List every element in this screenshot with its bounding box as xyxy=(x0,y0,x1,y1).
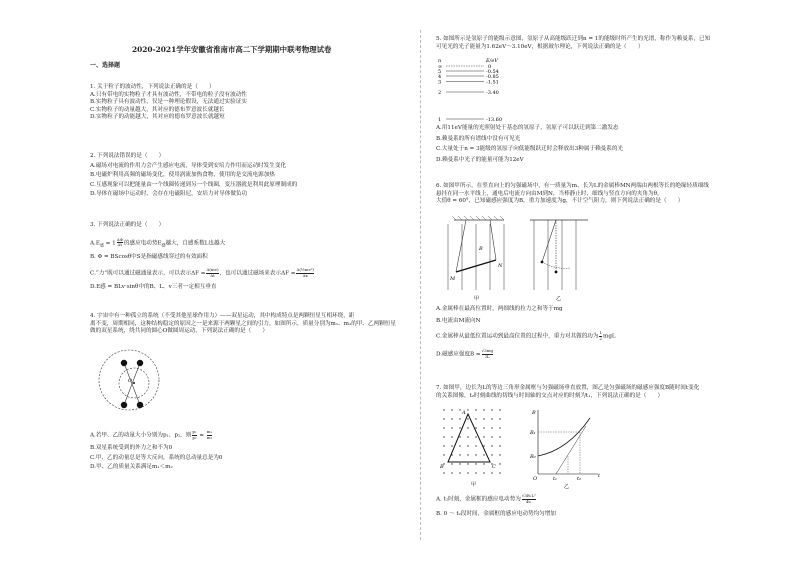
option-b: B.赖曼系的所有谱线中没有可见光 xyxy=(436,135,521,142)
page-title: 2020-2021学年安徽省淮南市高二下学期期中联考物理试卷 xyxy=(132,45,332,54)
question-stem-line: 的关系图像，t₂时刻曲线的切线与时间轴的交点对应的时刻为t₁，下列说法正确的是（ ） xyxy=(436,392,664,399)
star-icon xyxy=(121,402,127,408)
option-c: C.实物粒子的动量越大，其对应的德布罗意波长就越长 xyxy=(90,106,225,113)
option-b: B. 0 ～ t₂段时间，金属框的感应电动势均匀增加 xyxy=(436,511,556,518)
question-stem: 2. 下列说法错误的是（ ） xyxy=(90,153,165,159)
svg-text:-0.85: -0.85 xyxy=(486,74,499,80)
rod-end xyxy=(541,261,544,264)
question-stem-line: 5. 如图所示是氢原子的能级示意图，氢原子从高能级跃迁到n = 1的能级时所产生的光谱，称作为赖曼系，已知 xyxy=(436,36,711,42)
svg-text:0: 0 xyxy=(488,64,492,70)
question-stem-line: 6. 如图甲所示，在竖直向上的匀强磁场中，有一质量为m、长为L的金属棒MN两端由两根等长的绝缘轻质细线 xyxy=(436,183,709,189)
question-stem: 1. 关于粒子的波动性，下列说法正确的是（ ） xyxy=(90,84,215,90)
tangent-line xyxy=(556,426,586,474)
pendulum-rod-figure xyxy=(438,210,598,302)
axis-label-b: B xyxy=(532,410,536,416)
question-7-options xyxy=(436,494,556,519)
question-5-options xyxy=(436,125,623,164)
rod-end xyxy=(555,271,558,274)
option-a: A.用11eV能量的光照射处于基态的氢原子，氢原子可以跃迁到第二激发态 xyxy=(436,125,619,131)
level-3 xyxy=(438,80,499,86)
question-1 xyxy=(90,84,247,122)
column-divider xyxy=(420,30,421,540)
level-inf xyxy=(438,64,491,70)
option-b: B.双星系统受到的外力之和不为0 xyxy=(90,445,173,452)
option-a: $A.E_感 = 1$ $\frac{\Delta\Phi}{\Delta t}$ 的感应电动势$E_感$越大，自感系数L也越大 xyxy=(90,236,226,248)
caption-jia: 甲 xyxy=(474,296,480,302)
question-stem: 3. 下列说法正确的是（ ） xyxy=(90,222,165,228)
origin-label: O xyxy=(533,476,538,482)
option-c: C.甲、乙的动量总是等大反向，系统的总动量总是为0 xyxy=(90,454,223,461)
label-m: M xyxy=(450,276,456,282)
option-a: A.磁场对电流的作用力会产生感应电流，导体受到安培力作用而运动时发生变化 xyxy=(90,162,287,169)
option-d: D.赖曼系中光子的能量可能为12eV xyxy=(436,156,524,163)
question-6-options xyxy=(436,306,616,359)
e-header: E/eV xyxy=(486,58,498,64)
option-b: B.电流由M流向N xyxy=(436,317,481,324)
n-header: n xyxy=(438,58,442,64)
star-icon xyxy=(137,360,143,366)
option-b: B. Φ = BScosθ中S是指磁感线穿过的有效面积 xyxy=(90,253,208,260)
option-a: A.只有带电的实物粒子才具有波动性，不带电的粒子没有波动性 xyxy=(90,91,247,98)
svg-text:1: 1 xyxy=(438,117,442,123)
svg-text:4: 4 xyxy=(438,74,442,80)
vertex-b: B xyxy=(440,464,444,470)
question-stem-line: 离不变，周期相同，这种结构稳定的原因之一是来源于两颗星之间的引力，如图所示，质量分别为m₁、m₂的甲、乙两颗恒星 xyxy=(90,320,396,327)
center-label: O xyxy=(128,378,133,384)
svg-text:2: 2 xyxy=(438,90,442,96)
b-curve xyxy=(538,418,590,456)
section-title: 一、选择题 xyxy=(90,62,121,69)
axis-label-t: t xyxy=(598,473,601,479)
question-7 xyxy=(436,385,699,400)
svg-text:∞: ∞ xyxy=(438,64,443,70)
svg-text:-0.54: -0.54 xyxy=(486,69,499,75)
option-c: C.“力”既可以通过磁通量表示，可以表示ΔF = $\frac{\Delta(mv)}{\Delta t}$ ，也可以通过磁场来表示ΔF = $\frac{\text{Δ(½mv²)}}{\Delta x}$ xyxy=(90,267,314,278)
option-b: B.实物粒子具有波动性，仅是一种理论假设，无法通过实验证实 xyxy=(90,99,247,106)
question-5 xyxy=(436,36,710,51)
option-c: C.大量处于n = 3能级的氢原子向低能级跃迁时会释放出3种属于赖曼系的光 xyxy=(436,146,624,153)
question-4 xyxy=(90,313,396,336)
option-d: D.磁感应强度B = $\frac{√3mg}{IL}$ xyxy=(436,348,494,359)
option-d: D.甲、乙的质量关系满足m₁＜m₂ xyxy=(90,464,173,471)
svg-text:-3.40: -3.40 xyxy=(486,90,499,96)
triangle-frame-figure xyxy=(438,404,608,490)
question-stem-line: 可见光的光子能量为1.62eV～3.10eV，根据玻尔理论，下列说法正确的是（ ） xyxy=(436,43,644,50)
question-3 xyxy=(90,222,315,292)
label-t1: t₁ xyxy=(553,476,558,482)
caption-yi: 乙 xyxy=(564,484,570,490)
svg-text:-13.60: -13.60 xyxy=(486,117,503,123)
level-1 xyxy=(438,117,502,123)
label-b: B xyxy=(479,246,483,252)
energy-level-diagram xyxy=(436,56,526,124)
center-dot xyxy=(133,382,135,384)
binary-star-figure xyxy=(96,346,166,418)
svg-text:5: 5 xyxy=(438,69,442,75)
vertex-a: A xyxy=(462,410,466,416)
caption-yi: 乙 xyxy=(556,296,562,302)
question-4-options xyxy=(90,430,222,472)
field-lines xyxy=(534,220,576,290)
option-c: C.互感现象可以把能量由一个线圈传递到另一个线圈，变压器就是利用此原理制成的 xyxy=(90,181,298,188)
svg-text:3: 3 xyxy=(438,79,442,86)
option-a: A. t₂时刻，金属框的感应电动势为 $\frac{\text{√3B₁L²}}{\text{4t₁}}$ xyxy=(436,493,536,504)
question-2 xyxy=(90,153,297,199)
level-2 xyxy=(438,90,499,96)
option-d: D.导体在磁场中运动时，会存在电磁阻尼，安培力对导体做负功 xyxy=(90,191,248,198)
option-a: A.若甲、乙的动量大小分别为p₁、p₂，则 $\frac{\text{p₁}}{\text{p₂}}$ = $\frac{\text{m₁}}{\text{m₂}}$ xyxy=(90,429,213,440)
thread xyxy=(490,220,496,260)
question-stem-line: 做的双星系统，绕共同的圆心O做圆周运动，下列说法正确的是（ ） xyxy=(90,328,268,335)
star-icon xyxy=(137,402,143,408)
vertex-c: C xyxy=(492,464,496,470)
option-d: D.实物粒子的动能越大，其对应的德布罗意波长就越短 xyxy=(90,114,225,121)
option-d: D.E感 = BLv·sinθ中的B、L、v三者一定相互垂直 xyxy=(90,284,217,291)
thread xyxy=(456,220,466,272)
question-stem-line: 大值θ = 60°，已知磁感应强度为B，重力加速度为g，不计空气阻力，则下列说法正确的是（ ） xyxy=(436,198,684,205)
option-b: B.电磁炉利用高频的磁场变化，使用涡流加热食物，使用的是交流电源加热 xyxy=(90,172,275,179)
question-stem-line: 悬挂在同一水平线上，通电后电流方向由M到N，当棒静止时，细线与竖直方向的夹角为θ， xyxy=(436,190,663,197)
question-6 xyxy=(436,183,709,206)
option-a: A.金属棒在最高位置时，两细线的拉力之和等于mg xyxy=(436,306,563,312)
label-n: N xyxy=(498,263,503,269)
svg-text:-1.51: -1.51 xyxy=(486,79,499,86)
question-stem-line: 4. 宇宙中有一种孤立的系统（不受其他星球作用力）——双星运动，其中构成特点是两颗恒星互相环绕，距 xyxy=(90,313,355,319)
label-b0: B₀ xyxy=(530,454,536,460)
option-c: C.金属棒从最低位置运动到最高位置的过程中，重力对其做的功为 $\frac{1}{2}$ mgL xyxy=(436,330,616,341)
question-stem-line: 7. 如图甲，边长为L的等边三角形金属框与匀强磁场垂直放置，图乙是匀强磁场的磁感应强度B随时间t变化 xyxy=(436,385,700,391)
star-icon xyxy=(121,360,127,366)
label-b1: B₁ xyxy=(530,430,536,436)
label-t2: t₂ xyxy=(577,476,582,482)
caption-jia: 甲 xyxy=(471,482,477,488)
